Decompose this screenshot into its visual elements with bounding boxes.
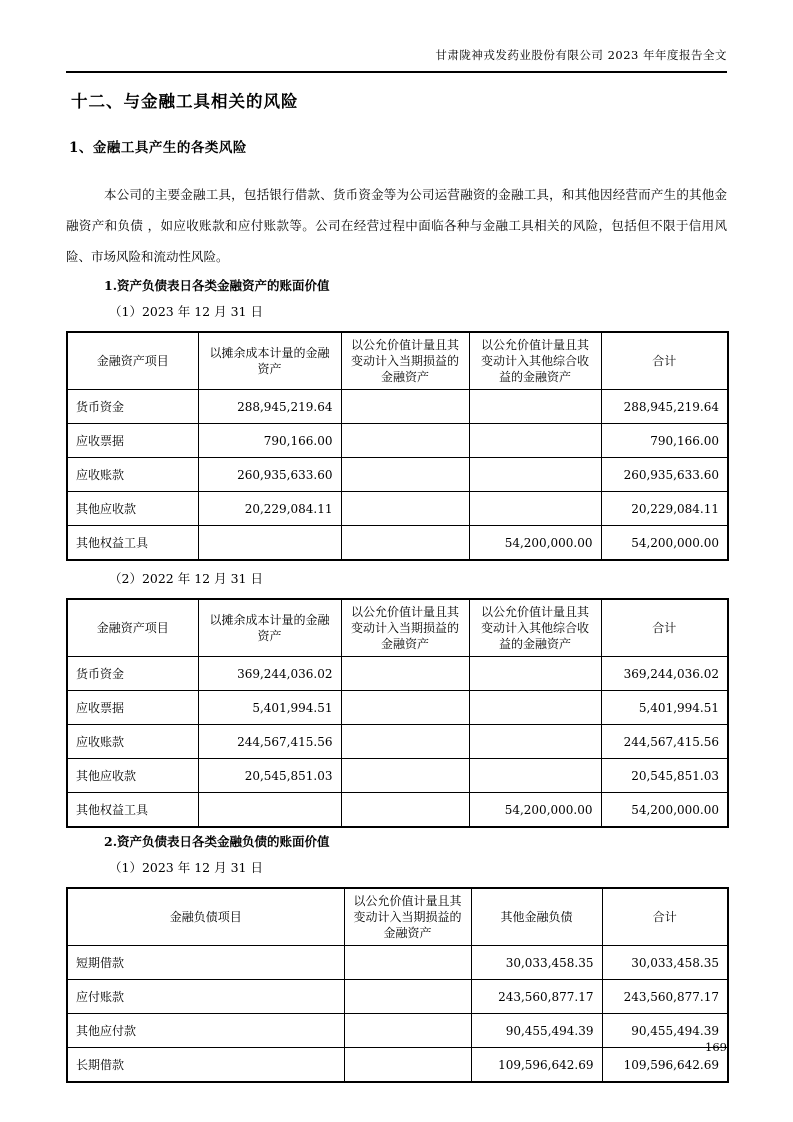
table-row [67, 691, 728, 725]
table-header-row [67, 888, 728, 946]
table-row [67, 980, 728, 1014]
table-row [67, 1048, 728, 1083]
value-cell [341, 492, 469, 526]
value-cell: 288,945,219.64 [601, 390, 728, 424]
value-cell [469, 492, 601, 526]
value-cell: 790,166.00 [198, 424, 341, 458]
value-cell [341, 793, 469, 828]
value-cell [344, 980, 471, 1014]
value-cell: 244,567,415.56 [198, 725, 341, 759]
column-header: 以公允价值计量且其变动计入其他综合收益的金融资产 [469, 599, 601, 657]
table-row [67, 424, 728, 458]
value-cell [341, 424, 469, 458]
value-cell: 109,596,642.69 [602, 1048, 728, 1083]
value-cell [469, 725, 601, 759]
value-cell: 5,401,994.51 [601, 691, 728, 725]
value-cell: 54,200,000.00 [469, 793, 601, 828]
item2-date-2023: （1）2023 年 12 月 31 日 [109, 860, 263, 875]
column-header: 以公允价值计量且其变动计入其他综合收益的金融资产 [469, 332, 601, 390]
column-header: 以公允价值计量且其变动计入当期损益的金融资产 [341, 332, 469, 390]
row-label-cell: 其他应收款 [67, 492, 198, 526]
column-header: 金融资产项目 [67, 332, 198, 390]
value-cell: 90,455,494.39 [471, 1014, 602, 1048]
table-row [67, 759, 728, 793]
row-label-cell: 其他应收款 [67, 759, 198, 793]
value-cell [341, 526, 469, 561]
item2-heading: 2.资产负债表日各类金融负债的账面价值 [104, 834, 330, 849]
value-cell [198, 526, 341, 561]
value-cell: 20,545,851.03 [198, 759, 341, 793]
value-cell: 90,455,494.39 [602, 1014, 728, 1048]
row-label-cell: 应收账款 [67, 458, 198, 492]
value-cell [344, 1014, 471, 1048]
value-cell [341, 657, 469, 691]
header-divider [66, 71, 727, 73]
table-row [67, 1014, 728, 1048]
value-cell: 54,200,000.00 [601, 793, 728, 828]
value-cell [341, 759, 469, 793]
value-cell: 54,200,000.00 [601, 526, 728, 561]
table-row [67, 458, 728, 492]
value-cell: 260,935,633.60 [198, 458, 341, 492]
column-header: 合计 [601, 332, 728, 390]
report-header: 甘肃陇神戎发药业股份有限公司 2023 年年度报告全文 [435, 48, 727, 62]
value-cell [469, 657, 601, 691]
value-cell: 260,935,633.60 [601, 458, 728, 492]
table-row [67, 725, 728, 759]
column-header: 金融资产项目 [67, 599, 198, 657]
row-label-cell: 短期借款 [67, 946, 344, 980]
value-cell [341, 725, 469, 759]
page-number: 169 [705, 1040, 727, 1054]
table-row [67, 946, 728, 980]
row-label-cell: 应收票据 [67, 691, 198, 725]
table-header-row [67, 599, 728, 657]
value-cell: 20,229,084.11 [198, 492, 341, 526]
value-cell: 30,033,458.35 [471, 946, 602, 980]
value-cell: 243,560,877.17 [471, 980, 602, 1014]
value-cell [469, 390, 601, 424]
row-label-cell: 货币资金 [67, 390, 198, 424]
row-label-cell: 货币资金 [67, 657, 198, 691]
assets-2023-table [66, 331, 729, 561]
table-row [67, 390, 728, 424]
liabilities-2023-table [66, 887, 729, 1083]
value-cell [344, 946, 471, 980]
row-label-cell: 其他权益工具 [67, 526, 198, 561]
value-cell: 243,560,877.17 [602, 980, 728, 1014]
assets-2022-table [66, 598, 729, 828]
value-cell [341, 390, 469, 424]
value-cell: 54,200,000.00 [469, 526, 601, 561]
value-cell: 288,945,219.64 [198, 390, 341, 424]
row-label-cell: 其他应付款 [67, 1014, 344, 1048]
value-cell [469, 691, 601, 725]
table-header-row [67, 332, 728, 390]
column-header: 以公允价值计量且其变动计入当期损益的金融资产 [344, 888, 471, 946]
row-label-cell: 其他权益工具 [67, 793, 198, 828]
table-row [67, 657, 728, 691]
value-cell [198, 793, 341, 828]
column-header: 其他金融负债 [471, 888, 602, 946]
column-header: 以公允价值计量且其变动计入当期损益的金融资产 [341, 599, 469, 657]
column-header: 金融负债项目 [67, 888, 344, 946]
section-title: 十二、与金融工具相关的风险 [71, 92, 299, 111]
row-label-cell: 应付账款 [67, 980, 344, 1014]
column-header: 合计 [601, 599, 728, 657]
value-cell: 5,401,994.51 [198, 691, 341, 725]
value-cell [341, 691, 469, 725]
table-row [67, 793, 728, 828]
value-cell: 244,567,415.56 [601, 725, 728, 759]
value-cell [469, 424, 601, 458]
item1-date-2023: （1）2023 年 12 月 31 日 [109, 304, 263, 319]
row-label-cell: 应收账款 [67, 725, 198, 759]
row-label-cell: 长期借款 [67, 1048, 344, 1083]
intro-paragraph: 本公司的主要金融工具，包括银行借款、货币资金等为公司运营融资的金融工具，和其他因经营而产生的其他金融资产和负债 ，如应收账款和应付账款等。公司在经营过程中面临各种与金融工具相关的风险，包括但不限于信用风险、市场风险和流动性风险。 [66, 187, 727, 264]
value-cell: 20,545,851.03 [601, 759, 728, 793]
column-header: 以摊余成本计量的金融资产 [198, 332, 341, 390]
value-cell [341, 458, 469, 492]
value-cell: 369,244,036.02 [198, 657, 341, 691]
value-cell: 20,229,084.11 [601, 492, 728, 526]
value-cell: 109,596,642.69 [471, 1048, 602, 1083]
value-cell: 369,244,036.02 [601, 657, 728, 691]
value-cell [469, 458, 601, 492]
item1-heading: 1.资产负债表日各类金融资产的账面价值 [104, 278, 330, 293]
value-cell: 790,166.00 [601, 424, 728, 458]
table-row [67, 492, 728, 526]
value-cell: 30,033,458.35 [602, 946, 728, 980]
row-label-cell: 应收票据 [67, 424, 198, 458]
column-header: 合计 [602, 888, 728, 946]
value-cell [344, 1048, 471, 1083]
subsection-title: 1、金融工具产生的各类风险 [69, 140, 247, 156]
value-cell [469, 759, 601, 793]
item1-date-2022: （2）2022 年 12 月 31 日 [109, 571, 263, 586]
column-header: 以摊余成本计量的金融资产 [198, 599, 341, 657]
table-row [67, 526, 728, 561]
